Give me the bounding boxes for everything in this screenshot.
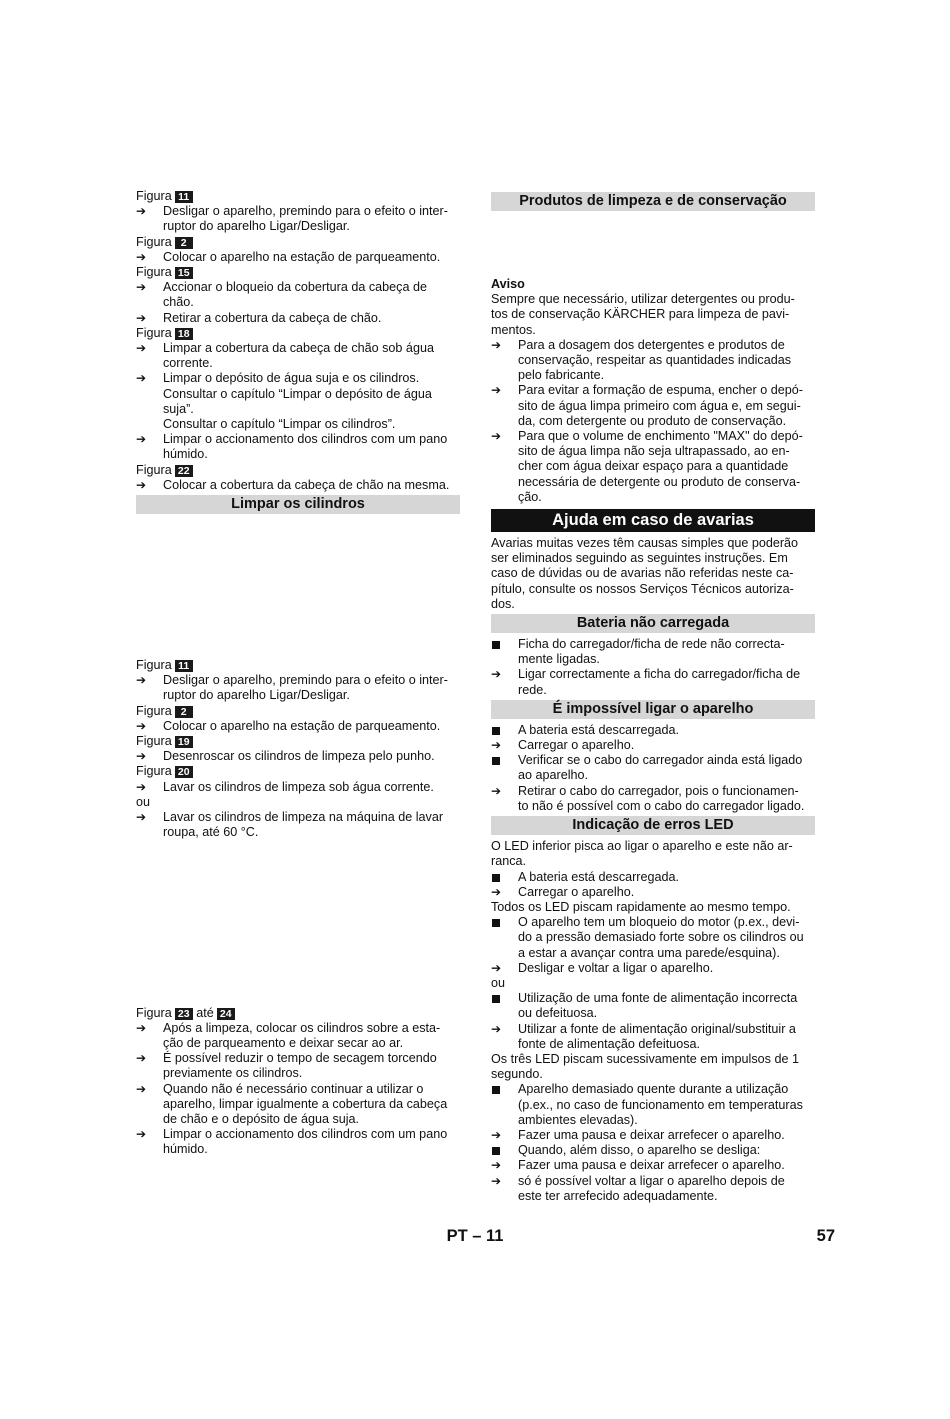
item-text: O aparelho tem um bloqueio do motor (p.ex., devi- — [518, 915, 800, 930]
figure-space — [136, 841, 460, 1006]
item-continuation: da, com detergente ou produto de conservação. — [518, 413, 787, 428]
figure-reference — [136, 734, 460, 749]
figure-number: 2 — [175, 706, 193, 718]
item-text: Ficha do carregador/ficha de rede não correcta- — [518, 637, 785, 652]
left-block-1 — [136, 189, 460, 493]
arrow-right-icon: ➔ — [136, 810, 147, 825]
item-text: Retirar a cobertura da cabeça de chão. — [163, 310, 382, 325]
paragraph-line: Todos os LED piscam rapidamente ao mesmo tempo. — [491, 899, 791, 914]
item-continuation: chão. — [163, 295, 194, 310]
section-heading-produtos-limpeza: Produtos de limpeza e de conservação — [491, 192, 815, 211]
arrow-right-icon: ➔ — [491, 337, 502, 352]
item-text: Utilização de uma fonte de alimentação incorrecta — [518, 991, 798, 1006]
item-continuation: mente ligadas. — [518, 652, 600, 667]
item-continuation: ruptor do aparelho Ligar/Desligar. — [163, 219, 350, 234]
item-text: Desenroscar os cilindros de limpeza pelo punho. — [163, 749, 435, 764]
arrow-right-icon: ➔ — [136, 1051, 147, 1066]
item-continuation: ou defeituosa. — [518, 1006, 598, 1021]
item-continuation: a estar a avançar contra uma parede/esquina). — [518, 945, 780, 960]
arrow-right-icon: ➔ — [136, 718, 147, 733]
item-text: Lavar os cilindros de limpeza sob água corrente. — [163, 779, 434, 794]
arrow-right-icon: ➔ — [491, 960, 502, 975]
item-continuation: húmido. — [163, 447, 208, 462]
arrow-right-icon: ➔ — [491, 1127, 502, 1142]
item-continuation: Consultar o capítulo “Limpar os cilindros”. — [163, 417, 396, 432]
right-block-4 — [491, 723, 815, 814]
item-continuation: suja”. — [163, 401, 194, 416]
item-text: Limpar o accionamento dos cilindros com um pano — [163, 1127, 448, 1142]
paragraph-line: Os três LED piscam sucessivamente em impulsos de 1 — [491, 1051, 799, 1066]
footer-section-label: PT – 11 — [446, 1227, 504, 1245]
right-block-2 — [491, 536, 815, 612]
item-text: só é possível voltar a ligar o aparelho depois de — [518, 1173, 785, 1188]
paragraph-line: segundo. — [491, 1067, 543, 1082]
figure-label: Figura — [136, 703, 172, 718]
instruction-item — [136, 341, 460, 356]
figure-reference — [136, 463, 460, 478]
item-text: Colocar a cobertura da cabeça de chão na mesma. — [163, 477, 450, 492]
arrow-right-icon: ➔ — [491, 383, 502, 398]
item-text: Lavar os cilindros de limpeza na máquina de lavar — [163, 810, 444, 825]
instruction-item — [136, 1082, 460, 1097]
item-text: Fazer uma pausa e deixar arrefecer o aparelho. — [518, 1127, 785, 1142]
fault-item — [491, 870, 815, 885]
chapter-heading-ajuda-avarias: Ajuda em caso de avarias — [491, 509, 815, 532]
paragraph-line: ser eliminados seguindo as seguintes instruções. Em — [491, 551, 788, 566]
item-continuation: fonte de alimentação defeituosa. — [518, 1036, 701, 1051]
arrow-right-icon: ➔ — [136, 749, 147, 764]
figure-label: Figura — [136, 734, 172, 749]
arrow-right-icon: ➔ — [136, 204, 147, 219]
instruction-item — [136, 204, 460, 219]
item-text: Aparelho demasiado quente durante a utilização — [518, 1082, 789, 1097]
item-text: Limpar a cobertura da cabeça de chão sob água — [163, 341, 434, 356]
figure-label: Figura — [136, 234, 172, 249]
instruction-item — [491, 784, 815, 799]
instruction-item — [136, 780, 460, 795]
item-continuation: Consultar o capítulo “Limpar o depósito de água — [163, 386, 432, 401]
instruction-item — [491, 1158, 815, 1173]
figure-space — [136, 518, 460, 658]
section-heading-limpar-cilindros: Limpar os cilindros — [136, 495, 460, 514]
item-continuation: aparelho, limpar igualmente a cobertura da cabeça — [163, 1096, 448, 1111]
arrow-right-icon: ➔ — [491, 1158, 502, 1173]
item-text: Limpar o accionamento dos cilindros com um pano — [163, 432, 448, 447]
arrow-right-icon: ➔ — [136, 310, 147, 325]
item-text: Carregar o aparelho. — [518, 738, 635, 753]
arrow-right-icon: ➔ — [136, 673, 147, 688]
fault-item — [491, 753, 815, 768]
arrow-right-icon: ➔ — [136, 1081, 147, 1096]
figure-reference — [136, 189, 460, 204]
instruction-item — [491, 429, 815, 444]
item-continuation: ruptor do aparelho Ligar/Desligar. — [163, 688, 350, 703]
item-continuation: rede. — [518, 682, 547, 697]
instruction-item — [491, 1022, 815, 1037]
item-text: Para evitar a formação de espuma, encher o depó- — [518, 383, 803, 398]
instruction-item — [136, 478, 460, 493]
instruction-item — [136, 673, 460, 688]
arrow-right-icon: ➔ — [491, 738, 502, 753]
figure-number: 15 — [175, 267, 193, 279]
arrow-right-icon: ➔ — [136, 1020, 147, 1035]
figure-number: 24 — [217, 1008, 235, 1020]
item-text: Desligar e voltar a ligar o aparelho. — [518, 960, 714, 975]
item-continuation: corrente. — [163, 356, 213, 371]
figure-number: 2 — [175, 237, 193, 249]
figure-reference — [136, 326, 460, 341]
instruction-item — [136, 432, 460, 447]
item-text: Carregar o aparelho. — [518, 884, 635, 899]
right-block-5 — [491, 839, 815, 1204]
item-continuation: este ter arrefecido adequadamente. — [518, 1188, 718, 1203]
figure-label: Figura — [136, 189, 172, 203]
item-continuation: ao aparelho. — [518, 768, 589, 783]
instruction-item — [491, 667, 815, 682]
item-text: É possível reduzir o tempo de secagem torcendo — [163, 1051, 437, 1066]
item-continuation: previamente os cilindros. — [163, 1066, 303, 1081]
figure-number: 11 — [175, 660, 193, 672]
fault-item — [491, 1143, 815, 1158]
instruction-item — [491, 1174, 815, 1189]
instruction-item — [491, 961, 815, 976]
figure-label: Figura — [136, 658, 172, 673]
left-block-2 — [136, 658, 460, 840]
instruction-item — [136, 1051, 460, 1066]
instruction-item — [491, 383, 815, 398]
arrow-right-icon: ➔ — [491, 429, 502, 444]
item-continuation: pelo fabricante. — [518, 368, 605, 383]
arrow-right-icon: ➔ — [136, 1127, 147, 1142]
item-text: Limpar o depósito de água suja e os cilindros. — [163, 371, 420, 386]
arrow-right-icon: ➔ — [491, 667, 502, 682]
item-continuation: cher com água deixar espaço para a quantidade — [518, 459, 789, 474]
instruction-item — [136, 250, 460, 265]
item-text: Após a limpeza, colocar os cilindros sobre a esta- — [163, 1020, 441, 1035]
item-continuation: sito de água limpa não seja ultrapassado, ao en- — [518, 444, 790, 459]
figure-range-word: até — [196, 1005, 214, 1020]
figure-space — [491, 215, 815, 277]
figure-label: Figura — [136, 265, 172, 280]
right-column — [491, 192, 815, 1204]
figure-reference — [136, 265, 460, 280]
figure-label: Figura — [136, 462, 172, 477]
arrow-right-icon: ➔ — [136, 371, 147, 386]
arrow-right-icon: ➔ — [136, 779, 147, 794]
arrow-right-icon: ➔ — [491, 1021, 502, 1036]
item-text: Verificar se o cabo do carregador ainda está ligado — [518, 753, 803, 768]
figure-number: 22 — [175, 465, 193, 477]
paragraph-line: ou — [491, 975, 506, 990]
fault-item — [491, 915, 815, 930]
paragraph-line: tos de conservação KÄRCHER para limpeza de pavi- — [491, 307, 790, 322]
figure-number: 20 — [175, 766, 193, 778]
figure-reference — [136, 704, 460, 719]
figure-label: Figura — [136, 325, 172, 340]
instruction-item — [136, 810, 460, 825]
instruction-item — [136, 280, 460, 295]
figure-reference — [136, 235, 460, 250]
arrow-right-icon: ➔ — [491, 884, 502, 899]
right-block-1 — [491, 292, 815, 505]
instruction-item — [491, 885, 815, 900]
figure-number: 11 — [175, 191, 193, 203]
paragraph-line: Avarias muitas vezes têm causas simples que poderão — [491, 536, 799, 551]
figure-reference — [136, 658, 460, 673]
fault-item — [491, 723, 815, 738]
section-heading-bateria: Bateria não carregada — [491, 614, 815, 633]
figure-number: 18 — [175, 328, 193, 340]
figure-reference — [136, 1006, 460, 1021]
item-continuation: ção. — [518, 489, 542, 504]
item-continuation: ambientes elevadas). — [518, 1112, 638, 1127]
instruction-item — [136, 719, 460, 734]
item-text: Colocar o aparelho na estação de parqueamento. — [163, 249, 441, 264]
paragraph-line: pítulo, consulte os nossos Serviços Técnicos autoriza- — [491, 581, 794, 596]
item-continuation: to não é possível com o cabo do carregador ligado. — [518, 798, 805, 813]
instruction-item — [491, 1128, 815, 1143]
item-continuation: do a pressão demasiado forte sobre os cilindros ou — [518, 930, 804, 945]
paragraph-line: O LED inferior pisca ao ligar o aparelho e este não ar- — [491, 839, 793, 854]
item-text: Ligar correctamente a ficha do carregador/ficha de — [518, 667, 801, 682]
item-text: Accionar o bloqueio da cobertura da cabeça de — [163, 280, 427, 295]
instruction-item — [491, 338, 815, 353]
arrow-right-icon: ➔ — [136, 249, 147, 264]
figure-reference — [136, 764, 460, 779]
figure-label: Figura — [136, 764, 172, 779]
section-heading-impossivel-ligar: É impossível ligar o aparelho — [491, 700, 815, 719]
figure-number: 23 — [175, 1008, 193, 1020]
item-text: Colocar o aparelho na estação de parqueamento. — [163, 718, 441, 733]
item-text: Quando não é necessário continuar a utilizar o — [163, 1081, 424, 1096]
paragraph-line: mentos. — [491, 322, 536, 337]
right-block-3 — [491, 637, 815, 698]
item-continuation: necessária de detergente ou produto de conserva- — [518, 474, 801, 489]
item-text: Utilizar a fonte de alimentação original/substituir a — [518, 1021, 796, 1036]
item-text: Desligar o aparelho, premindo para o efeito o inter- — [163, 204, 448, 219]
item-text: Para que o volume de enchimento "MAX" do depó- — [518, 429, 803, 444]
instruction-item — [136, 1021, 460, 1036]
item-text: Para a dosagem dos detergentes e produtos de — [518, 337, 785, 352]
arrow-right-icon: ➔ — [136, 341, 147, 356]
paragraph-line: Sempre que necessário, utilizar detergentes ou produ- — [491, 292, 795, 307]
item-continuation: ção de parqueamento e deixar secar ao ar. — [163, 1035, 404, 1050]
footer-page-number: 57 — [816, 1227, 835, 1245]
item-continuation: roupa, até 60 °C. — [163, 825, 259, 840]
paragraph-line: ou — [136, 794, 151, 809]
instruction-item — [491, 738, 815, 753]
item-continuation: (p.ex., no caso de funcionamento em temperaturas — [518, 1097, 803, 1112]
item-text: Fazer uma pausa e deixar arrefecer o aparelho. — [518, 1158, 785, 1173]
fault-item — [491, 991, 815, 1006]
section-heading-erros-led: Indicação de erros LED — [491, 816, 815, 835]
item-continuation: sito de água limpa primeiro com água e, em segui- — [518, 398, 801, 413]
item-text: A bateria está descarregada. — [518, 722, 680, 737]
left-block-3 — [136, 1021, 460, 1158]
figure-label: Figura — [136, 1005, 172, 1020]
left-column — [136, 189, 460, 1158]
instruction-item — [136, 749, 460, 764]
figure-number: 19 — [175, 736, 193, 748]
item-continuation: conservação, respeitar as quantidades indicadas — [518, 353, 792, 368]
item-text: Quando, além disso, o aparelho se desliga: — [518, 1143, 761, 1158]
item-text: Desligar o aparelho, premindo para o efeito o inter- — [163, 673, 448, 688]
item-text: A bateria está descarregada. — [518, 869, 680, 884]
arrow-right-icon: ➔ — [136, 477, 147, 492]
item-continuation: de chão e o depósito de água suja. — [163, 1111, 360, 1126]
arrow-right-icon: ➔ — [491, 783, 502, 798]
paragraph-line: dos. — [491, 596, 515, 611]
fault-item — [491, 637, 815, 652]
paragraph-line: ranca. — [491, 854, 527, 869]
notice-title: Aviso — [491, 277, 525, 291]
item-text: Retirar o cabo do carregador, pois o funcionamen- — [518, 783, 799, 798]
instruction-item — [136, 311, 460, 326]
arrow-right-icon: ➔ — [136, 432, 147, 447]
item-continuation: húmido. — [163, 1142, 208, 1157]
instruction-item — [136, 371, 460, 386]
arrow-right-icon: ➔ — [136, 280, 147, 295]
instruction-item — [136, 1127, 460, 1142]
paragraph-line: caso de dúvidas ou de avarias não referidas neste ca- — [491, 566, 794, 581]
arrow-right-icon: ➔ — [491, 1173, 502, 1188]
fault-item — [491, 1082, 815, 1097]
